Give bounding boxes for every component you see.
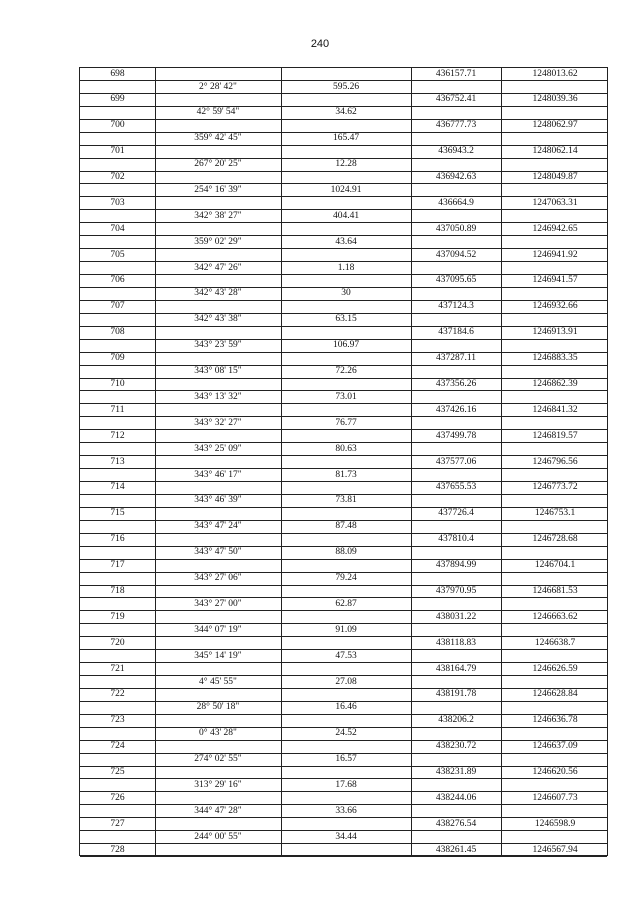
coordinate-x: 437655.53	[435, 482, 477, 493]
point-number: 703	[110, 197, 125, 208]
coordinate-x: 437050.89	[435, 223, 477, 234]
coordinate-y: 1248062.14	[532, 146, 578, 157]
point-number: 699	[110, 94, 125, 105]
coordinate-y: 1246819.57	[532, 430, 578, 441]
distance: 63.15	[335, 314, 357, 325]
bearing: 343° 23' 59"	[194, 340, 242, 351]
coordinate-y: 1248039.36	[532, 94, 578, 105]
point-number: 701	[110, 146, 125, 157]
coordinate-y: 1246567.94	[532, 844, 578, 855]
coordinate-y: 1246862.39	[532, 378, 578, 389]
distance: 73.81	[335, 495, 357, 506]
distance: 30	[341, 288, 351, 299]
row-rule	[80, 403, 607, 404]
coordinate-x: 436752.41	[435, 94, 477, 105]
distance: 404.41	[332, 210, 360, 221]
coordinate-y: 1246663.62	[532, 611, 578, 622]
row-rule	[80, 533, 607, 534]
bearing: 343° 27' 00"	[194, 598, 242, 609]
bearing: 28° 50' 18"	[196, 702, 240, 713]
distance: 47.53	[335, 650, 357, 661]
point-number: 716	[110, 534, 125, 545]
coordinate-x: 437094.52	[435, 249, 477, 260]
distance: 43.64	[335, 236, 357, 247]
row-rule	[80, 740, 607, 741]
bearing: 343° 27' 06"	[194, 573, 242, 584]
distance: 80.63	[335, 443, 357, 454]
point-number: 705	[110, 249, 125, 260]
distance: 106.97	[332, 340, 360, 351]
coordinate-y: 1248049.87	[532, 171, 578, 182]
point-number: 719	[110, 611, 125, 622]
coordinate-x: 436943.2	[438, 146, 474, 157]
point-number: 722	[110, 689, 125, 700]
row-rule	[80, 300, 607, 301]
row-rule	[80, 817, 607, 818]
coordinate-x: 436942.63	[435, 171, 477, 182]
distance: 72.26	[335, 366, 357, 377]
page-number: 240	[310, 38, 330, 50]
coordinate-y: 1248013.62	[532, 68, 578, 79]
distance: 62.87	[335, 598, 357, 609]
row-rule	[80, 274, 607, 275]
bearing: 344° 47' 28"	[194, 805, 242, 816]
distance: 34.44	[335, 831, 357, 842]
point-number: 721	[110, 663, 125, 674]
coordinate-x: 438231.89	[435, 766, 477, 777]
coordinate-y: 1246841.32	[532, 404, 578, 415]
coordinate-x: 438164.79	[435, 663, 477, 674]
bearing: 359° 02' 29"	[194, 236, 242, 247]
coordinate-y: 1247063.31	[532, 197, 578, 208]
coordinate-x: 437287.11	[435, 353, 477, 364]
coordinate-x: 438118.83	[435, 637, 477, 648]
row-rule	[80, 119, 607, 120]
point-number: 723	[110, 715, 125, 726]
coordinate-x: 437499.78	[435, 430, 477, 441]
row-rule	[80, 843, 607, 844]
bearing: 343° 13' 32"	[194, 391, 242, 402]
point-number: 712	[110, 430, 125, 441]
bearing: 2° 28' 42"	[199, 81, 237, 92]
row-rule	[80, 171, 607, 172]
row-rule	[80, 559, 607, 560]
bearing: 313° 29' 16"	[194, 779, 242, 790]
row-rule	[80, 145, 607, 146]
coordinate-x: 436664.9	[438, 197, 474, 208]
point-number: 706	[110, 275, 125, 286]
point-number: 726	[110, 792, 125, 803]
point-number: 713	[110, 456, 125, 467]
distance: 12.28	[335, 159, 357, 170]
point-number: 704	[110, 223, 125, 234]
distance: 165.47	[332, 133, 360, 144]
row-rule	[80, 856, 607, 857]
coordinate-y: 1246753.1	[534, 508, 576, 519]
row-rule	[80, 222, 607, 223]
bearing: 345° 14' 19"	[194, 650, 242, 661]
point-number: 718	[110, 585, 125, 596]
row-rule	[80, 636, 607, 637]
coordinate-x: 436157.71	[435, 68, 477, 79]
distance: 1024.91	[330, 184, 362, 195]
coordinate-y: 1246932.66	[532, 301, 578, 312]
point-number: 724	[110, 741, 125, 752]
bearing: 343° 25' 09"	[194, 443, 242, 454]
distance: 91.09	[335, 624, 357, 635]
coordinate-y: 1246796.56	[532, 456, 578, 467]
coordinate-x: 437970.95	[435, 585, 477, 596]
bearing: 244° 00' 55"	[194, 831, 242, 842]
coordinate-x: 437726.4	[438, 508, 474, 519]
point-number: 710	[110, 378, 125, 389]
coordinate-x: 437577.06	[435, 456, 477, 467]
distance: 88.09	[335, 547, 357, 558]
coordinate-x: 437810.4	[438, 534, 474, 545]
bearing: 343° 46' 17"	[194, 469, 242, 480]
coordinate-y: 1246773.72	[532, 482, 578, 493]
coordinate-x: 437426.16	[435, 404, 477, 415]
point-number: 728	[110, 844, 125, 855]
distance: 17.68	[335, 779, 357, 790]
distance: 1.18	[337, 262, 355, 273]
coordinate-y: 1246626.59	[532, 663, 578, 674]
row-rule	[80, 93, 607, 94]
coordinate-x: 437184.6	[438, 327, 474, 338]
point-number: 709	[110, 353, 125, 364]
coordinate-x: 437894.99	[435, 560, 477, 571]
distance: 27.08	[335, 676, 357, 687]
distance: 76.77	[335, 417, 357, 428]
bearing: 342° 47' 26"	[194, 262, 242, 273]
row-rule	[80, 610, 607, 611]
point-number: 711	[110, 404, 125, 415]
coordinate-y: 1246941.92	[532, 249, 578, 260]
row-rule	[80, 585, 607, 586]
distance: 24.52	[335, 728, 357, 739]
coordinate-y: 1246681.53	[532, 585, 578, 596]
coordinates-table	[79, 67, 608, 856]
row-rule	[80, 248, 607, 249]
coordinate-y: 1246607.73	[532, 792, 578, 803]
bearing: 344° 07' 19"	[194, 624, 242, 635]
coordinate-x: 437095.65	[435, 275, 477, 286]
distance: 16.57	[335, 754, 357, 765]
coordinate-x: 438244.06	[435, 792, 477, 803]
row-rule	[80, 507, 607, 508]
coordinate-x: 438206.2	[438, 715, 474, 726]
distance: 16.46	[335, 702, 357, 713]
row-rule	[80, 378, 607, 379]
distance: 595.26	[332, 81, 360, 92]
coordinate-y: 1246728.68	[532, 534, 578, 545]
point-number: 708	[110, 327, 125, 338]
coordinate-x: 438191.78	[435, 689, 477, 700]
coordinate-y: 1248062.97	[532, 120, 578, 131]
coordinate-x: 438230.72	[435, 741, 477, 752]
row-rule	[80, 791, 607, 792]
coordinate-x: 438031.22	[435, 611, 477, 622]
coordinate-x: 436777.73	[435, 120, 477, 131]
coordinate-y: 1246941.57	[532, 275, 578, 286]
coordinate-y: 1246620.56	[532, 766, 578, 777]
coordinate-y: 1246638.7	[534, 637, 576, 648]
point-number: 725	[110, 766, 125, 777]
coordinate-y: 1246704.1	[534, 560, 576, 571]
coordinate-x: 437356.26	[435, 378, 477, 389]
bearing: 343° 32' 27"	[194, 417, 242, 428]
point-number: 717	[110, 560, 125, 571]
point-number: 700	[110, 120, 125, 131]
point-number: 715	[110, 508, 125, 519]
coordinate-y: 1246883.35	[532, 353, 578, 364]
row-rule	[80, 326, 607, 327]
coordinate-y: 1246628.84	[532, 689, 578, 700]
point-number: 702	[110, 171, 125, 182]
bearing: 343° 08' 15"	[194, 366, 242, 377]
point-number: 698	[110, 68, 125, 79]
row-rule	[80, 662, 607, 663]
row-rule	[80, 352, 607, 353]
row-rule	[80, 455, 607, 456]
bearing: 359° 42' 45"	[194, 133, 242, 144]
bearing: 342° 43' 38"	[194, 314, 242, 325]
row-rule	[80, 429, 607, 430]
distance: 34.62	[335, 107, 357, 118]
bearing: 274° 02' 55"	[194, 754, 242, 765]
row-rule	[80, 766, 607, 767]
row-rule	[80, 688, 607, 689]
row-rule	[80, 196, 607, 197]
bearing: 267° 20' 25"	[194, 159, 242, 170]
coordinate-y: 1246637.09	[532, 741, 578, 752]
bearing: 254° 16' 39"	[194, 184, 242, 195]
coordinate-y: 1246598.9	[534, 818, 576, 829]
coordinate-x: 437124.3	[438, 301, 474, 312]
bearing: 4° 45' 55"	[199, 676, 237, 687]
distance: 73.01	[335, 391, 357, 402]
point-number: 727	[110, 818, 125, 829]
point-number: 707	[110, 301, 125, 312]
coordinate-y: 1246942.65	[532, 223, 578, 234]
distance: 81.73	[335, 469, 357, 480]
distance: 79.24	[335, 573, 357, 584]
point-number: 714	[110, 482, 125, 493]
point-number: 720	[110, 637, 125, 648]
row-rule	[80, 481, 607, 482]
coordinate-x: 438261.45	[435, 844, 477, 855]
distance: 33.66	[335, 805, 357, 816]
bearing: 342° 43' 28"	[194, 288, 242, 299]
bearing: 0° 43' 28"	[199, 728, 237, 739]
bearing: 343° 47' 24"	[194, 521, 242, 532]
bearing: 343° 47' 50"	[194, 547, 242, 558]
bearing: 42° 59' 54"	[196, 107, 240, 118]
distance: 87.48	[335, 521, 357, 532]
coordinate-x: 438276.54	[435, 818, 477, 829]
row-rule	[80, 714, 607, 715]
coordinate-y: 1246913.91	[532, 327, 578, 338]
coordinate-y: 1246636.78	[532, 715, 578, 726]
bearing: 342° 38' 27"	[194, 210, 242, 221]
bearing: 343° 46' 39"	[194, 495, 242, 506]
